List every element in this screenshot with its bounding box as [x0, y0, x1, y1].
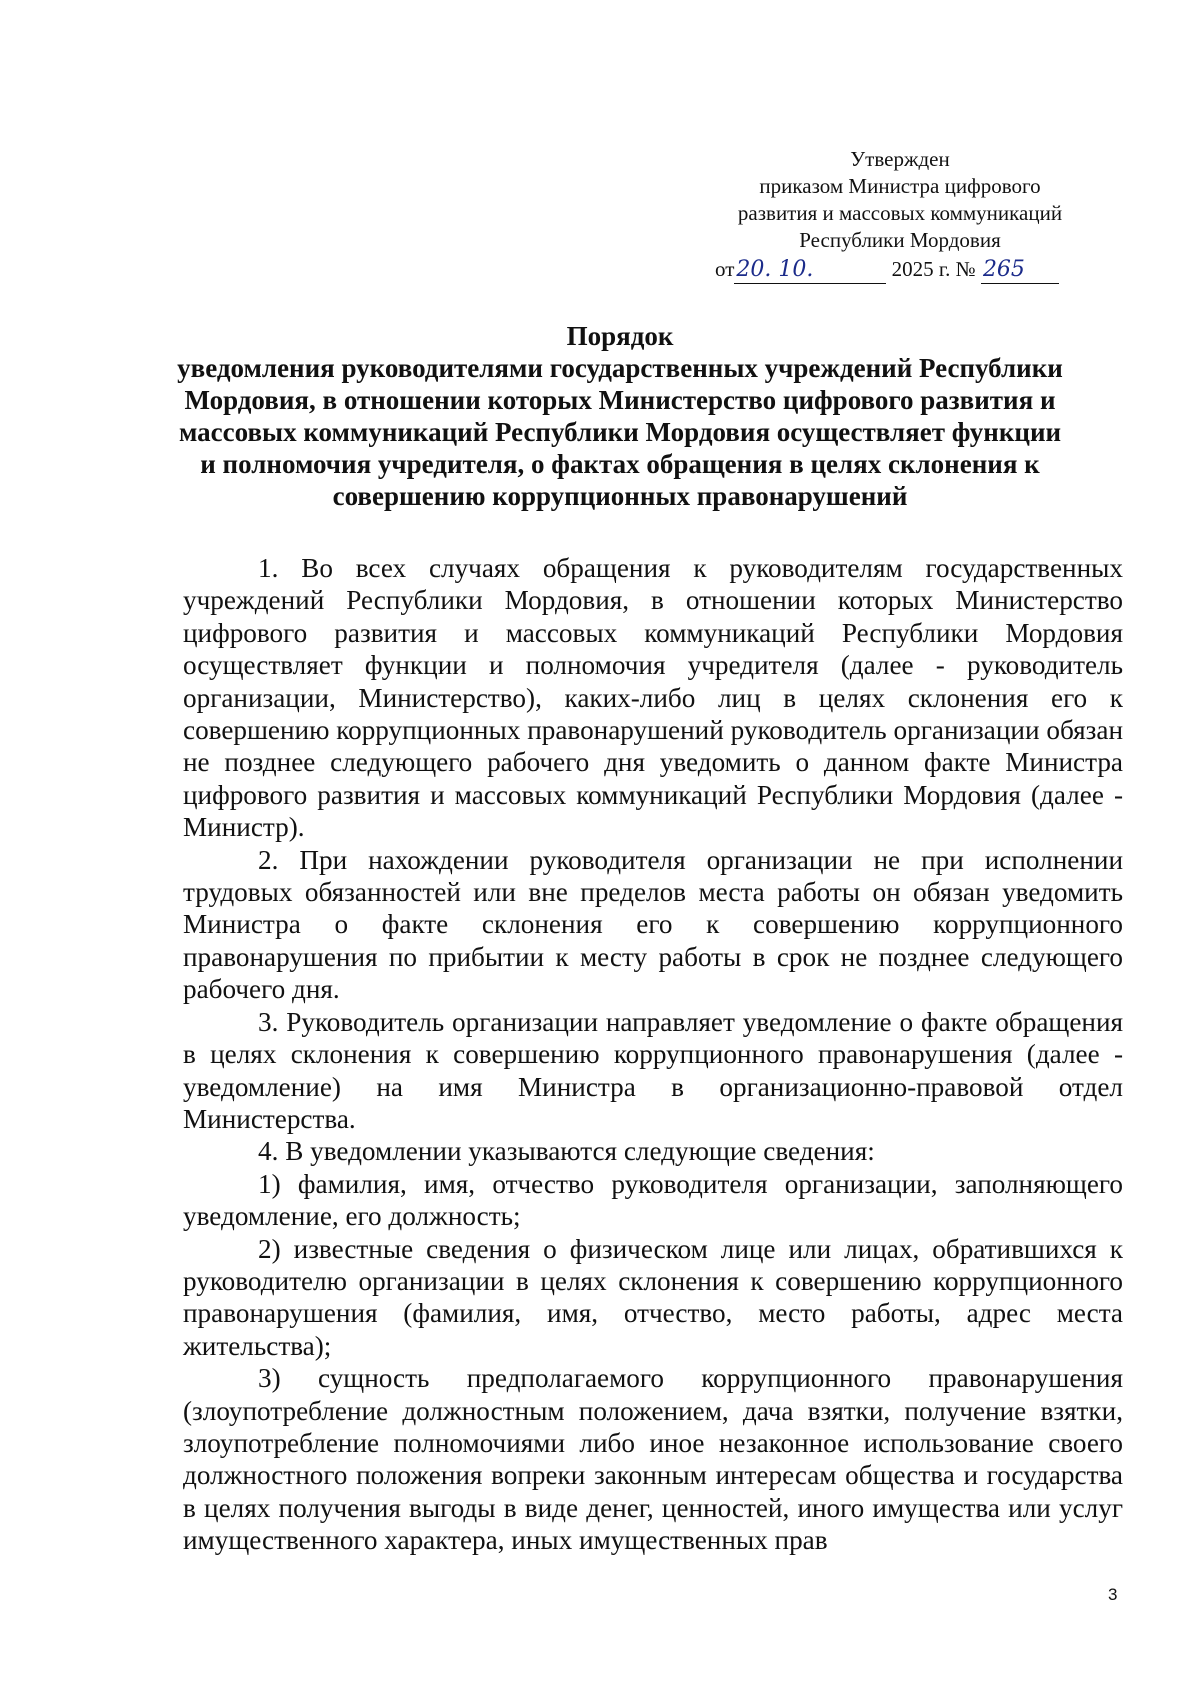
- paragraph-3: 3. Руководитель организации направляет уведомление о факте обращения в целях склонения к совершению коррупционного правонарушения (далее - уведомление) на имя Министра в организационно-правовой отдел Министерства.: [183, 1006, 1123, 1134]
- approval-line: Утвержден: [850, 147, 950, 171]
- handwritten-order-number: 265: [981, 257, 1059, 284]
- year-text: 2025 г. №: [891, 257, 976, 281]
- approval-date-line: [715, 254, 1135, 284]
- paragraph-4-item-2: 2) известные сведения о физическом лице или лицах, обратившихся к руководителю организации в целях склонения к совершению коррупционного правонарушения (фамилия, имя, отчество, место работы, адрес места жительства);: [183, 1233, 1123, 1361]
- paragraph-4-item-1: 1) фамилия, имя, отчество руководителя организации, заполняющего уведомление, его должность;: [183, 1168, 1123, 1232]
- document-body: [183, 552, 1123, 1557]
- paragraph-2: 2. При нахождении руководителя организации не при исполнении трудовых обязанностей или вне пределов места работы он обязан уведомить Министра о факте склонения его к совершению коррупционного правонарушения по прибытии к месту работы в срок не позднее следующего рабочего дня.: [183, 844, 1123, 1005]
- approval-line: приказом Министра цифрового: [759, 174, 1041, 198]
- title-line: совершению коррупционных правонарушений: [332, 481, 908, 511]
- paragraph-4-item-3: 3) сущность предполагаемого коррупционного правонарушения (злоупотребление должностным положением, дача взятки, получение взятки, злоупотребление полномочиями либо иное незаконное использование своего должностного положения вопреки законным интересам общества и государства в целях получения выгоды в виде денег, ценностей, иного имущества или услуг имущественного характера, иных имущественных прав: [183, 1363, 1123, 1556]
- paragraph-4: 4. В уведомлении указываются следующие сведения:: [258, 1136, 875, 1167]
- title-line: массовых коммуникаций Республики Мордовия осуществляет функции: [178, 417, 1062, 447]
- handwritten-date: 20. 10.: [734, 257, 886, 284]
- title-line: уведомления руководителями государственных учреждений Республики: [177, 353, 1063, 383]
- page-number: 3: [1108, 1585, 1118, 1604]
- title-line: и полномочия учредителя, о фактах обращения в целях склонения к: [200, 449, 1040, 479]
- approval-block: [700, 146, 1100, 254]
- approval-line: Республики Мордовия: [799, 228, 1001, 252]
- date-prefix: от: [715, 257, 735, 281]
- paragraph-1: 1. Во всех случаях обращения к руководителям государственных учреждений Республики Мордовия, в отношении которых Министерство цифрового развития и массовых коммуникаций Республики Мордовия осуществляет функции и полномочия учредителя (далее - руководитель организации, Министерство), каких-либо лиц в целях склонения его к совершению коррупционных правонарушений руководитель организации обязан не позднее следующего рабочего дня уведомить о данном факте Министра цифрового развития и массовых коммуникаций Республики Мордовия (далее - Министр).: [183, 553, 1123, 843]
- title-line: Мордовия, в отношении которых Министерство цифрового развития и: [184, 385, 1056, 415]
- title-heading: Порядок: [566, 321, 674, 351]
- approval-line: развития и массовых коммуникаций: [737, 201, 1063, 225]
- document-title: [120, 320, 1120, 512]
